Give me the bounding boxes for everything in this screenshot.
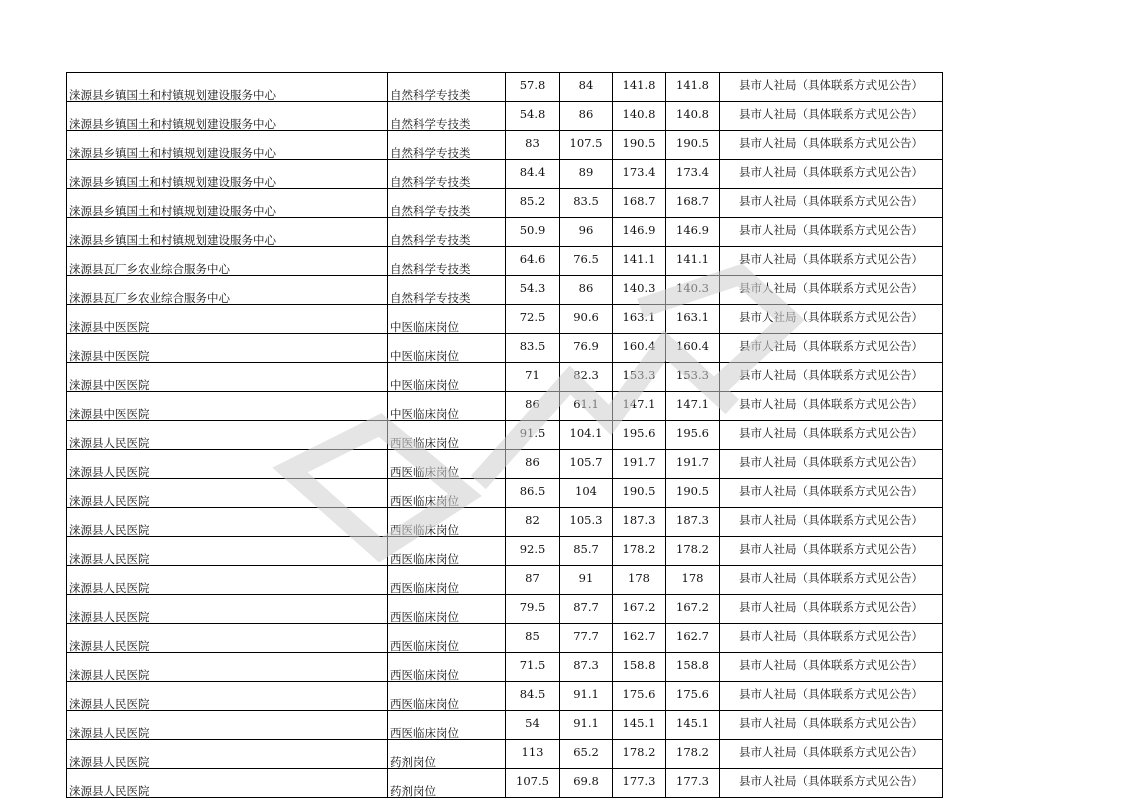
score1-cell: 107.5 xyxy=(506,769,560,798)
unit-cell: 涞源县乡镇国土和村镇规划建设服务中心 xyxy=(67,189,388,218)
total-cell: 190.5 xyxy=(613,131,666,160)
final-cell: 167.2 xyxy=(666,595,720,624)
total-cell: 178 xyxy=(613,566,666,595)
unit-cell: 涞源县瓦厂乡农业综合服务中心 xyxy=(67,276,388,305)
score2-cell: 89 xyxy=(560,160,613,189)
score1-cell: 86 xyxy=(506,450,560,479)
table-row xyxy=(67,682,943,711)
score1-cell: 85.2 xyxy=(506,189,560,218)
score1-cell: 87 xyxy=(506,566,560,595)
score1-cell: 84.5 xyxy=(506,682,560,711)
final-cell: 163.1 xyxy=(666,305,720,334)
score2-cell: 84 xyxy=(560,73,613,102)
table-row xyxy=(67,392,943,421)
final-cell: 146.9 xyxy=(666,218,720,247)
unit-cell: 涞源县中医医院 xyxy=(67,392,388,421)
post-cell: 中医临床岗位 xyxy=(388,363,506,392)
score2-cell: 90.6 xyxy=(560,305,613,334)
score2-cell: 69.8 xyxy=(560,769,613,798)
unit-cell: 涞源县人民医院 xyxy=(67,566,388,595)
contact-cell: 县市人社局（具体联系方式见公告） xyxy=(720,363,943,392)
score2-cell: 76.5 xyxy=(560,247,613,276)
final-cell: 191.7 xyxy=(666,450,720,479)
score1-cell: 86.5 xyxy=(506,479,560,508)
score2-cell: 91 xyxy=(560,566,613,595)
post-cell: 西医临床岗位 xyxy=(388,508,506,537)
final-cell: 145.1 xyxy=(666,711,720,740)
score2-cell: 61.1 xyxy=(560,392,613,421)
post-cell: 自然科学专技类 xyxy=(388,102,506,131)
contact-cell: 县市人社局（具体联系方式见公告） xyxy=(720,421,943,450)
table-row xyxy=(67,131,943,160)
score1-cell: 57.8 xyxy=(506,73,560,102)
post-cell: 西医临床岗位 xyxy=(388,537,506,566)
score1-cell: 54 xyxy=(506,711,560,740)
unit-cell: 涞源县人民医院 xyxy=(67,740,388,769)
post-cell: 西医临床岗位 xyxy=(388,450,506,479)
unit-cell: 涞源县人民医院 xyxy=(67,479,388,508)
total-cell: 163.1 xyxy=(613,305,666,334)
unit-cell: 涞源县中医医院 xyxy=(67,334,388,363)
contact-cell: 县市人社局（具体联系方式见公告） xyxy=(720,160,943,189)
post-cell: 中医临床岗位 xyxy=(388,392,506,421)
contact-cell: 县市人社局（具体联系方式见公告） xyxy=(720,247,943,276)
contact-cell: 县市人社局（具体联系方式见公告） xyxy=(720,537,943,566)
contact-cell: 县市人社局（具体联系方式见公告） xyxy=(720,595,943,624)
table-row xyxy=(67,624,943,653)
contact-cell: 县市人社局（具体联系方式见公告） xyxy=(720,682,943,711)
total-cell: 140.3 xyxy=(613,276,666,305)
final-cell: 178.2 xyxy=(666,537,720,566)
table-row xyxy=(67,334,943,363)
score2-cell: 91.1 xyxy=(560,711,613,740)
score1-cell: 79.5 xyxy=(506,595,560,624)
contact-cell: 县市人社局（具体联系方式见公告） xyxy=(720,479,943,508)
final-cell: 162.7 xyxy=(666,624,720,653)
table-row xyxy=(67,189,943,218)
final-cell: 140.3 xyxy=(666,276,720,305)
total-cell: 162.7 xyxy=(613,624,666,653)
table-row xyxy=(67,218,943,247)
score2-cell: 65.2 xyxy=(560,740,613,769)
table-row xyxy=(67,305,943,334)
total-cell: 190.5 xyxy=(613,479,666,508)
final-cell: 158.8 xyxy=(666,653,720,682)
total-cell: 146.9 xyxy=(613,218,666,247)
contact-cell: 县市人社局（具体联系方式见公告） xyxy=(720,740,943,769)
score1-cell: 72.5 xyxy=(506,305,560,334)
score2-cell: 86 xyxy=(560,102,613,131)
total-cell: 191.7 xyxy=(613,450,666,479)
final-cell: 187.3 xyxy=(666,508,720,537)
contact-cell: 县市人社局（具体联系方式见公告） xyxy=(720,508,943,537)
total-cell: 177.3 xyxy=(613,769,666,798)
post-cell: 西医临床岗位 xyxy=(388,624,506,653)
final-cell: 153.3 xyxy=(666,363,720,392)
score1-cell: 50.9 xyxy=(506,218,560,247)
score2-cell: 87.3 xyxy=(560,653,613,682)
score2-cell: 96 xyxy=(560,218,613,247)
total-cell: 147.1 xyxy=(613,392,666,421)
post-cell: 自然科学专技类 xyxy=(388,131,506,160)
total-cell: 195.6 xyxy=(613,421,666,450)
contact-cell: 县市人社局（具体联系方式见公告） xyxy=(720,769,943,798)
contact-cell: 县市人社局（具体联系方式见公告） xyxy=(720,189,943,218)
score1-cell: 54.8 xyxy=(506,102,560,131)
contact-cell: 县市人社局（具体联系方式见公告） xyxy=(720,566,943,595)
score2-cell: 104.1 xyxy=(560,421,613,450)
final-cell: 141.8 xyxy=(666,73,720,102)
final-cell: 147.1 xyxy=(666,392,720,421)
post-cell: 自然科学专技类 xyxy=(388,160,506,189)
total-cell: 140.8 xyxy=(613,102,666,131)
score2-cell: 107.5 xyxy=(560,131,613,160)
total-cell: 168.7 xyxy=(613,189,666,218)
total-cell: 178.2 xyxy=(613,537,666,566)
total-cell: 158.8 xyxy=(613,653,666,682)
post-cell: 药剂岗位 xyxy=(388,740,506,769)
contact-cell: 县市人社局（具体联系方式见公告） xyxy=(720,218,943,247)
table-row xyxy=(67,479,943,508)
table-row xyxy=(67,740,943,769)
final-cell: 173.4 xyxy=(666,160,720,189)
unit-cell: 涞源县人民医院 xyxy=(67,769,388,798)
table-row xyxy=(67,363,943,392)
final-cell: 175.6 xyxy=(666,682,720,711)
table-row xyxy=(67,711,943,740)
final-cell: 178 xyxy=(666,566,720,595)
score2-cell: 105.7 xyxy=(560,450,613,479)
unit-cell: 涞源县人民医院 xyxy=(67,624,388,653)
post-cell: 自然科学专技类 xyxy=(388,247,506,276)
total-cell: 187.3 xyxy=(613,508,666,537)
table-row xyxy=(67,769,943,798)
table-row xyxy=(67,421,943,450)
table-row xyxy=(67,508,943,537)
table-row xyxy=(67,537,943,566)
table-row xyxy=(67,73,943,102)
post-cell: 自然科学专技类 xyxy=(388,218,506,247)
unit-cell: 涞源县人民医院 xyxy=(67,595,388,624)
unit-cell: 涞源县人民医院 xyxy=(67,450,388,479)
unit-cell: 涞源县瓦厂乡农业综合服务中心 xyxy=(67,247,388,276)
unit-cell: 涞源县人民医院 xyxy=(67,421,388,450)
score2-cell: 86 xyxy=(560,276,613,305)
score1-cell: 71 xyxy=(506,363,560,392)
unit-cell: 涞源县乡镇国土和村镇规划建设服务中心 xyxy=(67,218,388,247)
total-cell: 167.2 xyxy=(613,595,666,624)
post-cell: 中医临床岗位 xyxy=(388,305,506,334)
score1-cell: 86 xyxy=(506,392,560,421)
total-cell: 175.6 xyxy=(613,682,666,711)
contact-cell: 县市人社局（具体联系方式见公告） xyxy=(720,653,943,682)
score1-cell: 54.3 xyxy=(506,276,560,305)
final-cell: 195.6 xyxy=(666,421,720,450)
final-cell: 160.4 xyxy=(666,334,720,363)
unit-cell: 涞源县乡镇国土和村镇规划建设服务中心 xyxy=(67,160,388,189)
post-cell: 西医临床岗位 xyxy=(388,566,506,595)
total-cell: 153.3 xyxy=(613,363,666,392)
contact-cell: 县市人社局（具体联系方式见公告） xyxy=(720,305,943,334)
score1-cell: 82 xyxy=(506,508,560,537)
unit-cell: 涞源县人民医院 xyxy=(67,537,388,566)
post-cell: 西医临床岗位 xyxy=(388,479,506,508)
contact-cell: 县市人社局（具体联系方式见公告） xyxy=(720,624,943,653)
post-cell: 西医临床岗位 xyxy=(388,595,506,624)
contact-cell: 县市人社局（具体联系方式见公告） xyxy=(720,276,943,305)
total-cell: 173.4 xyxy=(613,160,666,189)
score2-cell: 87.7 xyxy=(560,595,613,624)
score2-cell: 85.7 xyxy=(560,537,613,566)
post-cell: 西医临床岗位 xyxy=(388,653,506,682)
table-row xyxy=(67,450,943,479)
score2-cell: 82.3 xyxy=(560,363,613,392)
post-cell: 中医临床岗位 xyxy=(388,334,506,363)
contact-cell: 县市人社局（具体联系方式见公告） xyxy=(720,392,943,421)
final-cell: 141.1 xyxy=(666,247,720,276)
unit-cell: 涞源县人民医院 xyxy=(67,653,388,682)
contact-cell: 县市人社局（具体联系方式见公告） xyxy=(720,102,943,131)
table-row xyxy=(67,566,943,595)
total-cell: 145.1 xyxy=(613,711,666,740)
unit-cell: 涞源县人民医院 xyxy=(67,682,388,711)
final-cell: 178.2 xyxy=(666,740,720,769)
score1-cell: 91.5 xyxy=(506,421,560,450)
contact-cell: 县市人社局（具体联系方式见公告） xyxy=(720,131,943,160)
total-cell: 178.2 xyxy=(613,740,666,769)
table-row xyxy=(67,247,943,276)
unit-cell: 涞源县中医医院 xyxy=(67,363,388,392)
table-row xyxy=(67,102,943,131)
unit-cell: 涞源县人民医院 xyxy=(67,508,388,537)
score2-cell: 76.9 xyxy=(560,334,613,363)
final-cell: 177.3 xyxy=(666,769,720,798)
score2-cell: 83.5 xyxy=(560,189,613,218)
final-cell: 140.8 xyxy=(666,102,720,131)
post-cell: 自然科学专技类 xyxy=(388,73,506,102)
final-cell: 190.5 xyxy=(666,131,720,160)
unit-cell: 涞源县乡镇国土和村镇规划建设服务中心 xyxy=(67,73,388,102)
post-cell: 自然科学专技类 xyxy=(388,189,506,218)
contact-cell: 县市人社局（具体联系方式见公告） xyxy=(720,334,943,363)
unit-cell: 涞源县中医医院 xyxy=(67,305,388,334)
score1-cell: 71.5 xyxy=(506,653,560,682)
score2-cell: 105.3 xyxy=(560,508,613,537)
score1-cell: 83 xyxy=(506,131,560,160)
score1-cell: 92.5 xyxy=(506,537,560,566)
score1-cell: 64.6 xyxy=(506,247,560,276)
table-row xyxy=(67,160,943,189)
score2-cell: 91.1 xyxy=(560,682,613,711)
contact-cell: 县市人社局（具体联系方式见公告） xyxy=(720,73,943,102)
total-cell: 160.4 xyxy=(613,334,666,363)
final-cell: 190.5 xyxy=(666,479,720,508)
score1-cell: 85 xyxy=(506,624,560,653)
table-row xyxy=(67,276,943,305)
post-cell: 西医临床岗位 xyxy=(388,711,506,740)
post-cell: 自然科学专技类 xyxy=(388,276,506,305)
score1-cell: 113 xyxy=(506,740,560,769)
post-cell: 药剂岗位 xyxy=(388,769,506,798)
post-cell: 西医临床岗位 xyxy=(388,421,506,450)
score1-cell: 83.5 xyxy=(506,334,560,363)
table-row xyxy=(67,595,943,624)
table-row xyxy=(67,653,943,682)
unit-cell: 涞源县乡镇国土和村镇规划建设服务中心 xyxy=(67,102,388,131)
total-cell: 141.8 xyxy=(613,73,666,102)
total-cell: 141.1 xyxy=(613,247,666,276)
unit-cell: 涞源县人民医院 xyxy=(67,711,388,740)
final-cell: 168.7 xyxy=(666,189,720,218)
post-cell: 西医临床岗位 xyxy=(388,682,506,711)
contact-cell: 县市人社局（具体联系方式见公告） xyxy=(720,711,943,740)
score-table xyxy=(66,72,943,798)
contact-cell: 县市人社局（具体联系方式见公告） xyxy=(720,450,943,479)
unit-cell: 涞源县乡镇国土和村镇规划建设服务中心 xyxy=(67,131,388,160)
score1-cell: 84.4 xyxy=(506,160,560,189)
score2-cell: 104 xyxy=(560,479,613,508)
score2-cell: 77.7 xyxy=(560,624,613,653)
